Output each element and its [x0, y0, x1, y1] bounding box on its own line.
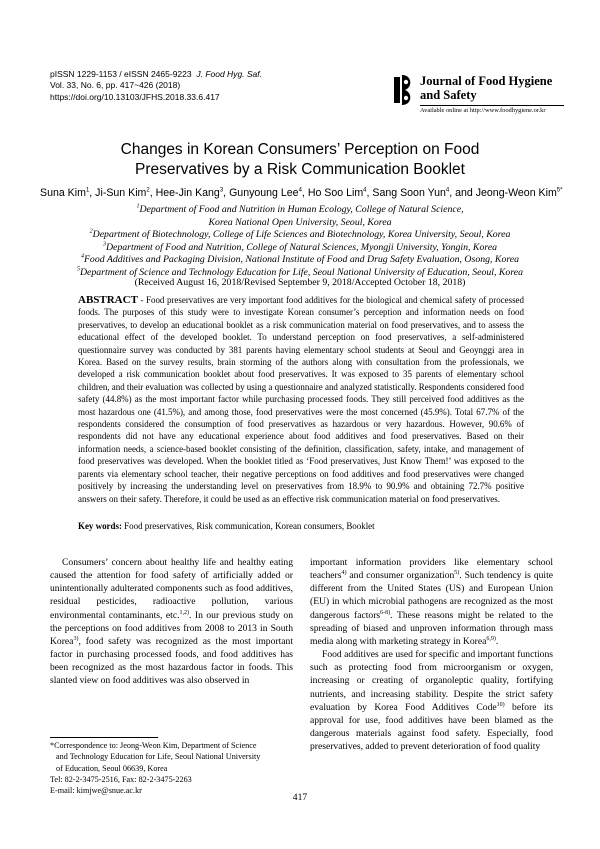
correspondence-email[interactable]: E-mail: kimjwe@snue.ac.kr	[50, 786, 142, 796]
paragraph: Food additives are used for specific and important functions such as protecting food from microorganism or oxygen, increasing or creating of organoleptic quality, fortifying nutrients, and increasing stability. Despite the strict safety evaluation by Korea Food Additives Code$^{10)}$ before its approval for use, food additives have been blamed as the dangerous materials against food safety. Especially, food preservatives, added to prevent deterioration of food quality	[310, 649, 553, 753]
affiliations	[40, 204, 560, 279]
abstract-text: - Food preservatives are very important food additives for the biological and chemical safety of processed foods. The purposes of this study were to investigate Korean consumer’s perception and information needs on food preservatives, to develop an educational booklet as a risk communication material on food preservatives, and to assess the educational effect of the developed booklet. To understand perception on food preservatives, a self-administered questionnaire survey was conducted by 381 parents having elementary school students at Seoul and Geoynggi area in Korea. Based on the survey results, brain storming of the authors along with consultation from the professionals, we developed a risk communication booklet about food preservatives. It was exposed to 35 parents of elementary school children, and their evaluation was collected by using a questionnaire and analyzed statistically. Respondents considered food safety (44.8%) as the most important factor while purchasing processed foods. They still perceived food additives as the most hazardous one (41.5%), and among those, food preservatives were the most concerned (45.9%). Total 67.7% of the respondents considered the consumption of food preservatives as hazardous or very hazardous. However, 90.6% of respondents did not have any educational experience about food additives and food preservatives. Based on their information needs, a science-based booklet consisting of the definition, classification, safety, intake, and management of food preservatives was developed. When the booklet titled as ‘Food preservatives, Just Know Them!’ was exposed to the parents via elementary school teacher, their negative perceptions on food additives and food preservatives were changed positively by increasing the understanding level on preservatives from 18.9% to 90.9% and obtaining 72.7% positive answers on their safety. Therefore, it could be used as an effective risk communication material on food preservatives.	[78, 295, 524, 504]
abstract	[78, 294, 524, 505]
author-separator: , and	[449, 187, 476, 199]
affiliation-line	[40, 254, 560, 267]
affiliation-line	[40, 204, 560, 217]
author-affiliation-mark: 3	[219, 187, 224, 194]
author-separator: ,	[301, 187, 308, 199]
body-column-left	[50, 556, 293, 688]
journal-header-info	[50, 69, 262, 103]
keywords-text: Food preservatives, Risk communication, Korean consumers, Booklet	[121, 521, 375, 531]
author-name: Ho Soo Lim	[307, 187, 364, 199]
keywords	[78, 521, 524, 531]
author-affiliation-mark: 4	[363, 187, 367, 194]
page-number: 417	[292, 792, 308, 803]
affiliation-number: 1	[136, 203, 140, 210]
author-name: Suna Kim	[40, 187, 86, 199]
correspondence-footnote: *Correspondence to: Jeong-Weon Kim, Department of Science and Technology Education for Life, Seoul National University of Education, Seoul 06639, Korea Tel: 82-2-3475-2516, Fax: 82-2-3475-2263 E-mail: kimjwe@snue.ac.kr	[50, 740, 293, 796]
received-dates: (Received August 16, 2018/Revised September 9, 2018/Accepted October 18, 2018)	[134, 277, 466, 288]
citation: 3)	[73, 635, 79, 642]
journal-name: Journal of Food Hygiene and Safety	[420, 74, 553, 102]
volume-line: Vol. 33, No. 6, pp. 417~426 (2018)	[50, 80, 181, 91]
affiliation-line	[40, 229, 560, 242]
author-separator: ,	[223, 187, 230, 199]
affiliation-text: Department of Science and Technology Education for Life, Seoul National University of Education, Seoul, Korea	[79, 266, 524, 278]
journal-masthead	[392, 71, 562, 137]
citation: 4)	[341, 569, 347, 576]
journal-abbrev: J. Food Hyg. Saf.	[196, 69, 263, 79]
author-separator: ,	[149, 187, 156, 199]
paragraph: Consumers’ concern about healthy life and healthy eating caused the attention for food safety of artificially added or unintentionally adulterated components such as food additives, residual pesticides, radioactive pollution, various environmental contaminants, etc.$^{1,2)}$. In our previous study on the perceptions on food additives from 2008 to 2013 in South Korea$^{3)}$, food safety was recognized as the most important factor in purchasing processed foods, and food additives has been recognized as the most hazardous factor in foods. This slanted view on food additives was also observed in	[50, 557, 294, 687]
affiliation-text: Department of Biotechnology, College of Life Sciences and Biotechnology, Korea University, Seoul, Korea	[92, 229, 511, 240]
citation: 10)	[496, 701, 505, 708]
abstract-label: ABSTRACT	[78, 294, 138, 306]
author-name: Sang Soon Yun	[372, 187, 446, 199]
affiliation-number: 4	[80, 253, 84, 260]
body-column-right	[310, 556, 553, 753]
affiliation-text: Department of Food and Nutrition, College of Natural Sciences, Myongji University, Yongin, Korea	[105, 241, 498, 253]
author-name: Gunyoung Lee	[229, 187, 299, 199]
affiliation-line	[40, 217, 560, 230]
affiliation-number: 3	[102, 241, 106, 248]
citation: 6,9)	[486, 635, 496, 642]
affiliation-number: 2	[89, 228, 93, 235]
affiliation-line	[40, 242, 560, 255]
footnote-divider	[50, 737, 158, 738]
author-affiliation-mark: 1	[85, 187, 90, 194]
affiliation-text: Food Additives and Packaging Division, National Institute of Food and Drug Safety Evaluation, Osong, Korea	[83, 254, 520, 265]
author-affiliation-mark: 4	[445, 187, 450, 194]
author-affiliation-mark: 2	[146, 187, 150, 194]
author-name: Jeong-Weon Kim	[475, 187, 557, 199]
masthead-divider	[420, 105, 564, 106]
journal-logo-icon	[392, 73, 414, 107]
citation: 6-8)	[380, 609, 391, 616]
author-affiliation-mark: 5*	[556, 187, 563, 194]
keywords-label: Key words:	[78, 521, 122, 531]
affiliation-text: Korea National Open University, Seoul, Korea	[208, 216, 392, 228]
citation: 5)	[454, 569, 460, 576]
citation: 1,2)	[179, 609, 190, 616]
paper-title: Changes in Korean Consumers’ Perception on Food Preservatives by a Risk Communication Booklet	[120, 141, 480, 178]
affiliation-number: 5	[76, 266, 80, 273]
doi-link[interactable]: https://doi.org/10.13103/JFHS.2018.33.6.417	[50, 91, 220, 102]
author-separator: ,	[89, 187, 96, 199]
online-availability[interactable]: Available online at http://www.foodhygiene.or.kr	[420, 107, 546, 114]
author-name: Hee-Jin Kang	[155, 187, 220, 199]
issn-line: pISSN 1229-1153 / eISSN 2465-9223 J. Food Hyg. Saf.	[50, 69, 263, 79]
author-name: Ji-Sun Kim	[95, 187, 147, 199]
author-separator: ,	[366, 187, 373, 199]
author-affiliation-mark: 4	[298, 187, 302, 194]
paragraph: important information providers like elementary school teachers$^{4)}$ and consumer organization$^{5)}$. Such tendency is quite different from the United States (US) and European Union (EU) in which microbial pathogens are recognized as the most dangerous factors$^{6-8)}$. These reasons might be related to the spreading of biased and unproven information through mass media along with marketing strategy in Korea$^{6,9)}$.	[310, 557, 553, 647]
affiliation-text: Department of Food and Nutrition in Human Ecology, College of Natural Science,	[139, 204, 464, 215]
author-list	[40, 187, 563, 199]
